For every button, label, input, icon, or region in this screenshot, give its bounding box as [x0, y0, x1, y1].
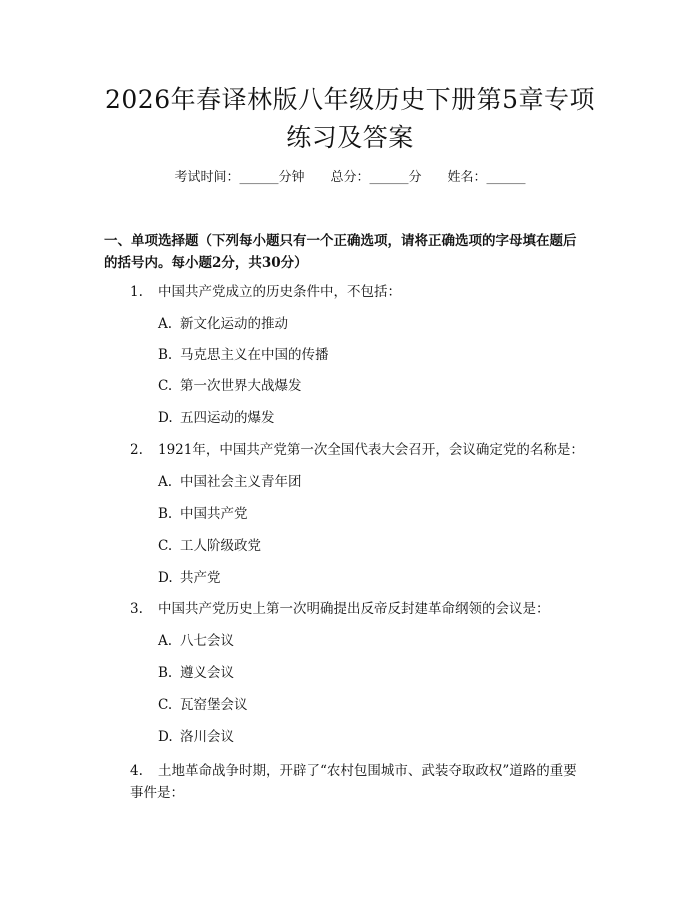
option-d [158, 726, 578, 748]
option-d [158, 567, 578, 589]
option-letter: D. [158, 410, 173, 426]
option-c [158, 535, 578, 557]
question-text: 中国共产党成立的历史条件中，不包括： [158, 284, 401, 300]
option-text: 马克思主义在中国的传播 [180, 347, 329, 363]
option-text: 中国社会主义青年团 [180, 474, 302, 490]
exam-info-row [0, 168, 700, 188]
option-b [158, 344, 578, 366]
option-letter: B. [158, 665, 173, 681]
option-text: 共产党 [180, 570, 221, 586]
option-a [158, 471, 578, 493]
question-number: 4. [130, 763, 143, 779]
question-text: 土地革命战争时期，开辟了“农村包围城市、武装夺取政权”道路的重要 [158, 763, 577, 779]
option-c [158, 694, 578, 716]
total-score-field: 总分：______分 [330, 170, 422, 185]
option-a [158, 630, 578, 652]
question-text: 1921年，中国共产党第一次全国代表大会召开，会议确定党的名称是： [158, 442, 584, 458]
option-letter: D. [158, 570, 173, 586]
exam-time-field: 考试时间：______分钟 [174, 170, 305, 185]
option-a [158, 313, 578, 335]
option-b [158, 662, 578, 684]
section-heading: 一、单项选择题（下列每小题只有一个正确选项，请将正确选项的字母填在题后 [104, 233, 577, 249]
option-letter: B. [158, 506, 173, 522]
option-text: 八七会议 [180, 633, 234, 649]
option-text: 五四运动的爆发 [180, 410, 275, 426]
document-title: 2026年春译林版八年级历史下册第5章专项 [104, 85, 596, 114]
option-b [158, 503, 578, 525]
option-letter: D. [158, 729, 173, 745]
question-text-continued: 事件是： [130, 785, 184, 801]
option-d [158, 407, 578, 429]
student-name-field: 姓名：______ [447, 170, 526, 185]
section-heading-continued: 的括号内。每小题2分，共30分） [104, 255, 308, 271]
option-letter: B. [158, 347, 173, 363]
option-text: 洛川会议 [180, 729, 234, 745]
option-letter: C. [158, 378, 173, 394]
option-text: 瓦窑堡会议 [180, 697, 248, 713]
option-letter: A. [158, 474, 173, 490]
question-number: 3. [130, 601, 143, 617]
option-c [158, 375, 578, 397]
option-letter: A. [158, 633, 173, 649]
question-text: 中国共产党历史上第一次明确提出反帝反封建革命纲领的会议是： [158, 601, 550, 617]
option-text: 中国共产党 [180, 506, 248, 522]
question-number: 2. [130, 442, 143, 458]
document-title-continued: 练习及答案 [286, 123, 414, 152]
option-letter: C. [158, 697, 173, 713]
option-text: 第一次世界大战爆发 [180, 378, 302, 394]
option-text: 新文化运动的推动 [180, 316, 288, 332]
option-letter: A. [158, 316, 173, 332]
option-text: 工人阶级政党 [180, 538, 261, 554]
option-letter: C. [158, 538, 173, 554]
question-number: 1. [130, 284, 143, 300]
option-text: 遵义会议 [180, 665, 234, 681]
